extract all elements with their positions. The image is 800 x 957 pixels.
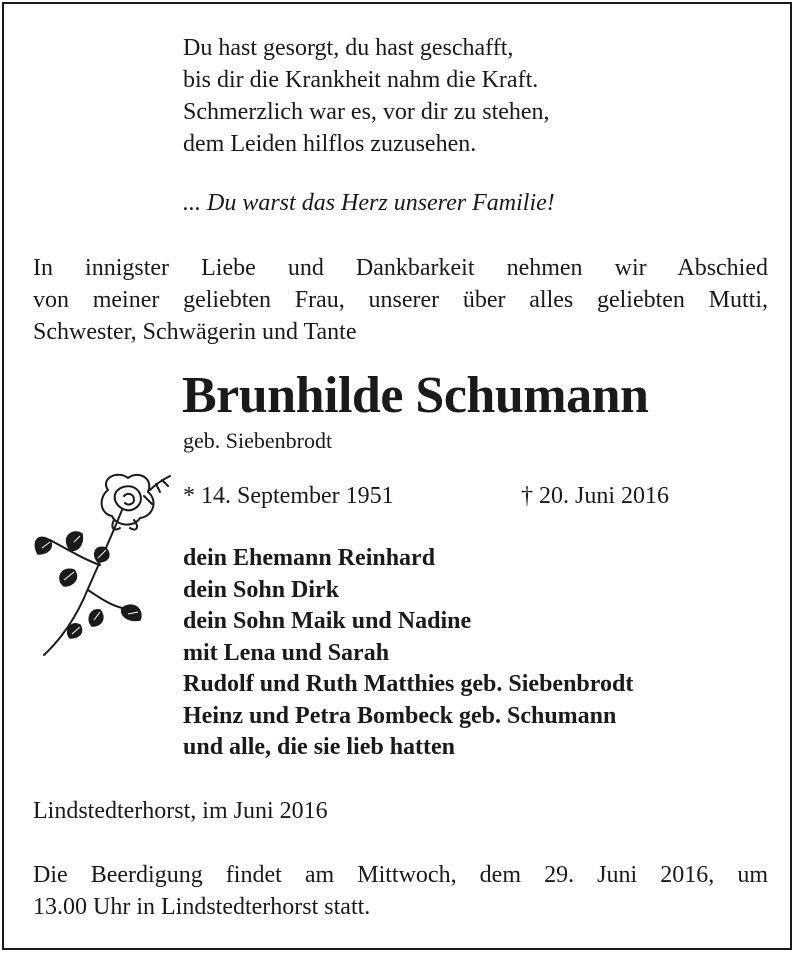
mourner-line: dein Sohn Maik und Nadine <box>183 608 472 634</box>
mourner-line: mit Lena und Sarah <box>183 639 390 666</box>
poem-line: Schmerzlich war es, vor dir zu stehen, <box>183 99 550 125</box>
funeral-line: 13.00 Uhr in Lindstedterhorst statt. <box>33 894 371 920</box>
death-date: † 20. Juni 2016 <box>521 483 670 509</box>
motto: ... Du warst das Herz unserer Familie! <box>183 190 555 216</box>
mourner-line: dein Ehemann Reinhard <box>183 545 436 571</box>
poem-line: bis dir die Krankheit nahm die Kraft. <box>183 67 539 93</box>
mourner-line: Heinz und Petra Bombeck geb. Schumann <box>183 702 617 729</box>
intro-line: In innigster Liebe und Dankbarkeit nehmen wir Abschied <box>33 255 768 281</box>
intro-line: Schwester, Schwägerin und Tante <box>33 319 357 345</box>
mourner-line: dein Sohn Dirk <box>183 576 340 603</box>
poem-line: Du hast gesorgt, du hast geschafft, <box>183 35 514 61</box>
birth-date: * 14. September 1951 <box>183 483 394 509</box>
place-date: Lindstedterhorst, im Juni 2016 <box>33 798 328 824</box>
intro-line: von meiner geliebten Frau, unserer über alles geliebten Mutti, <box>33 287 768 313</box>
maiden-name: geb. Siebenbrodt <box>183 428 333 453</box>
intro-text <box>33 252 768 348</box>
mourner-line: und alle, die sie lieb hatten <box>183 734 456 760</box>
mourners-list <box>183 543 633 764</box>
poem-line: dem Leiden hilflos zuzusehen. <box>183 131 477 157</box>
funeral-line: Die Beerdigung findet am Mittwoch, dem 29. Juni 2016, um <box>33 862 768 888</box>
rose-icon <box>30 470 190 660</box>
mourner-line: Rudolf und Ruth Matthies geb. Siebenbrodt <box>183 671 634 697</box>
deceased-name: Brunhilde Schumann <box>182 367 649 424</box>
poem <box>183 32 550 160</box>
funeral-info <box>33 859 768 923</box>
